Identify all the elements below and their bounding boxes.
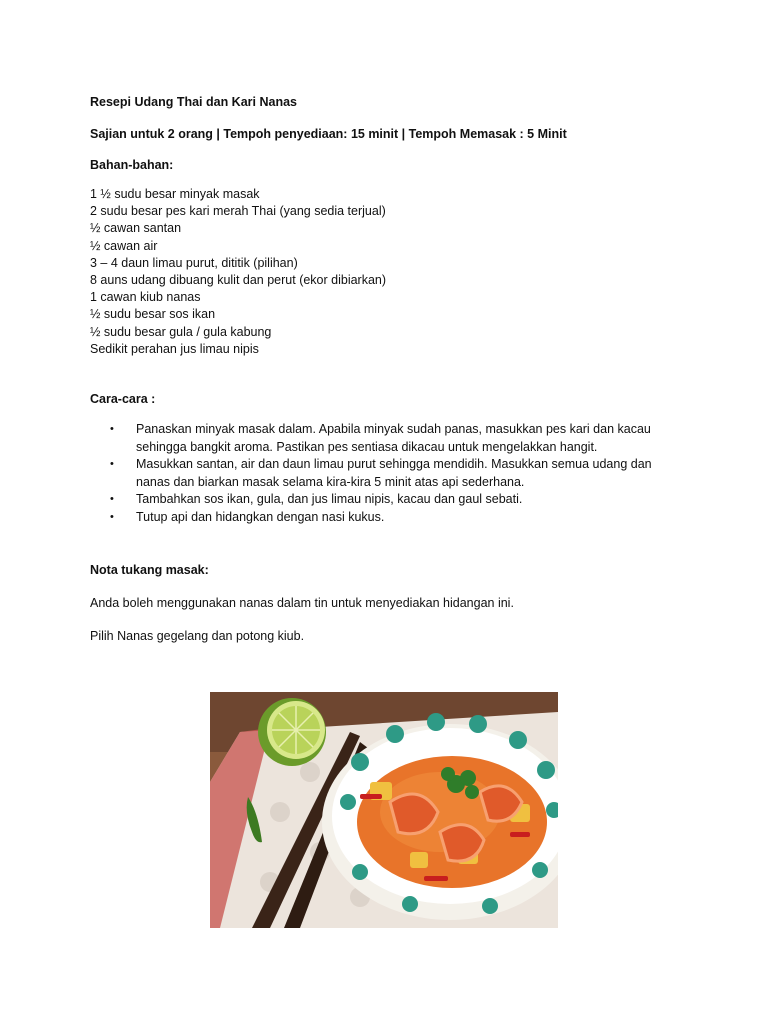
ingredient-item: 1 ½ sudu besar minyak masak (90, 187, 260, 201)
method-step (110, 421, 670, 456)
method-heading: Cara-cara : (90, 392, 156, 406)
method-step-text: Tutup api dan hidangkan dengan nasi kukus. (136, 509, 385, 524)
method-step (110, 509, 670, 527)
bullet-icon: • (110, 458, 114, 470)
ingredients-heading: Bahan-bahan: (90, 158, 174, 172)
method-steps-list (110, 421, 670, 526)
ingredient-item: ½ sudu besar sos ikan (90, 307, 216, 322)
notes-heading: Nota tukang masak: (90, 563, 209, 577)
note-text: Anda boleh menggunakan nanas dalam tin untuk menyediakan hidangan ini. (90, 596, 514, 610)
method-step (110, 456, 670, 491)
method-step-text: Masukkan santan, air dan daun limau purut sehingga mendidih. Masukkan semua udang dan nanas dan biarkan masak selama kira-kira 5 minit atas api sederhana. (136, 457, 652, 489)
bullet-icon: • (110, 510, 114, 523)
ingredient-item: ½ cawan santan (90, 221, 182, 236)
bullet-icon: • (110, 423, 114, 435)
ingredient-item: 2 sudu besar pes kari merah Thai (yang sedia terjual) (90, 204, 386, 219)
bullet-icon: • (110, 493, 114, 505)
method-step-text: Panaskan minyak masak dalam. Apabila minyak sudah panas, masukkan pes kari dan kacau sehingga bangkit aroma. Pastikan pes sentiasa dikacau untuk mengelakkan hangit. (136, 422, 651, 454)
ingredient-item: 3 – 4 daun limau purut, dititik (pilihan) (90, 255, 298, 270)
ingredient-item: Sedikit perahan jus limau nipis (90, 341, 259, 356)
ingredient-item: ½ sudu besar gula / gula kabung (90, 324, 272, 339)
note-text: Pilih Nanas gegelang dan potong kiub. (90, 629, 305, 643)
recipe-title: Resepi Udang Thai dan Kari Nanas (90, 95, 297, 109)
ingredient-item: 1 cawan kiub nanas (90, 290, 201, 305)
recipe-meta: Sajian untuk 2 orang | Tempoh penyediaan: 15 minit | Tempoh Memasak : 5 Minit (90, 127, 567, 141)
method-step (110, 491, 670, 509)
curry-photo (210, 692, 558, 928)
ingredients-list (90, 186, 386, 358)
method-step-text: Tambahkan sos ikan, gula, dan jus limau nipis, kacau dan gaul sebati. (136, 492, 523, 506)
ingredient-item: ½ cawan air (90, 238, 158, 253)
ingredient-item: 8 auns udang dibuang kulit dan perut (ekor dibiarkan) (90, 273, 387, 288)
